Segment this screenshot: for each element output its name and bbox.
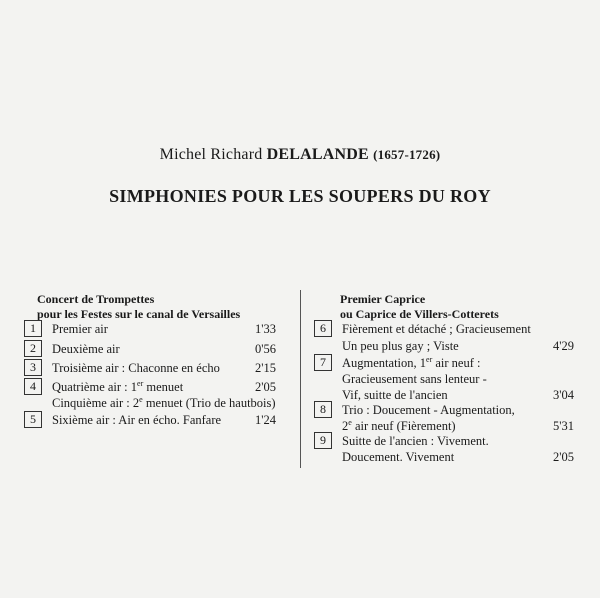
- composer-name: [0, 146, 600, 164]
- column-divider: [300, 290, 301, 468]
- track-number-box: 9: [314, 432, 332, 449]
- track-number-box: 3: [24, 359, 42, 376]
- track-duration: 2'05: [254, 380, 276, 394]
- track-title: Fièrement et détaché ; Gracieusement: [342, 322, 531, 336]
- track-duration: 1'24: [254, 413, 276, 427]
- track-title-line2: Gracieusement sans lenteur -: [342, 372, 487, 386]
- track-number-box: 2: [24, 340, 42, 357]
- track-number-box: 6: [314, 320, 332, 337]
- track-title-line2: Doucement. Vivement: [342, 450, 455, 464]
- track-number-box: 7: [314, 354, 332, 371]
- composer-dates: (1657-1726): [373, 147, 441, 162]
- track-duration: 0'56: [254, 342, 276, 356]
- work-title: SIMPHONIES POUR LES SOUPERS DU ROY: [109, 186, 491, 206]
- left-heading-line2: pour les Festes sur le canal de Versailles: [37, 307, 241, 321]
- track-duration: 3'04: [552, 388, 574, 402]
- track-number-box: 1: [24, 320, 42, 337]
- composer-first-names: Michel Richard: [159, 146, 263, 163]
- track-title-line2: 2e air neuf (Fièrement): [342, 417, 456, 433]
- track-title: Trio : Doucement - Augmentation,: [342, 403, 515, 417]
- track-title: Suitte de l'ancien : Vivement.: [342, 434, 489, 448]
- track-number-box: 4: [24, 378, 42, 395]
- track-title: Quatrième air : 1er menuet: [52, 378, 184, 394]
- left-heading-line1: Concert de Trompettes: [37, 292, 155, 306]
- track-number-box: 8: [314, 401, 332, 418]
- track-title-line3: Vif, suitte de l'ancien: [342, 388, 448, 402]
- track-title: Premier air: [52, 322, 108, 336]
- composer-last-name: DELALANDE: [266, 146, 369, 163]
- track-duration: 2'15: [254, 361, 276, 375]
- track-number-box: 5: [24, 411, 42, 428]
- right-heading-line1: Premier Caprice: [340, 292, 426, 306]
- track-title: Deuxième air: [52, 342, 120, 356]
- track-duration: 5'31: [552, 419, 574, 433]
- track-title-line2: Cinquième air : 2e menuet (Trio de hautbois): [52, 394, 276, 410]
- right-heading-line2: ou Caprice de Villers-Cotterets: [340, 307, 499, 321]
- track-title: Augmentation, 1er air neuf :: [342, 354, 481, 370]
- right-section-heading: [340, 292, 499, 322]
- track-duration: 2'05: [552, 450, 574, 464]
- track-duration: 4'29: [552, 339, 574, 353]
- track-title: Sixième air : Air en écho. Fanfare: [52, 413, 222, 427]
- track-title-line2: Un peu plus gay ; Viste: [342, 339, 459, 353]
- track-duration: 1'33: [254, 322, 276, 336]
- left-section-heading: [37, 292, 240, 322]
- track-title: Troisième air : Chaconne en écho: [52, 361, 220, 375]
